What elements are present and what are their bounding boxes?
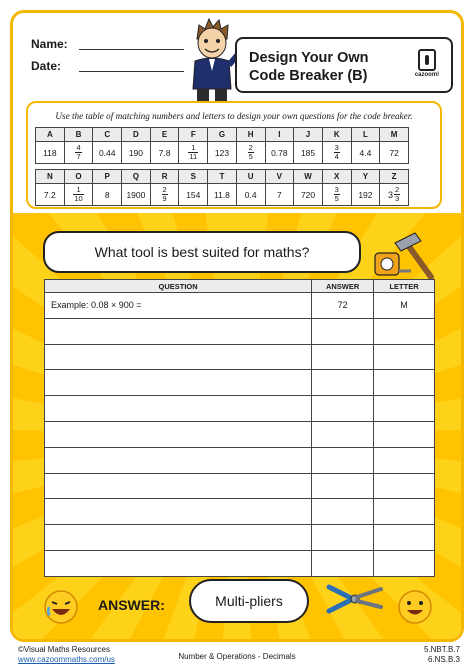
code-value-r [150, 184, 179, 206]
letter-cell[interactable] [374, 421, 435, 447]
code-letter-z: Z [380, 170, 409, 184]
fraction: $\frac{3}{4}$ [334, 143, 339, 161]
code-value-o [64, 184, 93, 206]
title-box [235, 37, 453, 93]
answer-cell[interactable] [312, 396, 374, 422]
code-letter-g: G [208, 128, 237, 142]
fraction: $\frac{1}{11}$ [189, 143, 198, 161]
code-value-y: 192 [351, 184, 380, 206]
code-value-n: 7.2 [36, 184, 65, 206]
question-row [45, 550, 435, 576]
letter-cell[interactable] [374, 396, 435, 422]
letter-cell[interactable] [374, 447, 435, 473]
code-letter-q: Q [122, 170, 151, 184]
code-letter-j: J [294, 128, 323, 142]
laughing-emoji-icon [43, 589, 79, 625]
name-field-row [31, 37, 68, 51]
worksheet-frame [10, 10, 464, 642]
letter-cell[interactable] [374, 525, 435, 551]
fraction: $\frac{3}{5}$ [334, 185, 339, 203]
question-cell[interactable] [45, 499, 312, 525]
answer-cell[interactable] [312, 344, 374, 370]
answer-cell[interactable] [312, 473, 374, 499]
question-row [45, 344, 435, 370]
code-value-i: 0.78 [265, 142, 294, 164]
question-cell[interactable] [45, 473, 312, 499]
name-label: Name: [31, 37, 68, 51]
code-value-h [236, 142, 265, 164]
boy-character-icon [181, 17, 243, 105]
title-line-2: Code Breaker (B) [249, 68, 368, 84]
mixed-whole: 3 [388, 189, 394, 200]
code-value-f [179, 142, 208, 164]
code-value-t: 11.8 [208, 184, 237, 206]
code-value-j: 185 [294, 142, 323, 164]
question-cell[interactable] [45, 550, 312, 576]
code-letter-p: P [93, 170, 122, 184]
code-letter-e: E [150, 128, 179, 142]
answer-cell[interactable] [312, 421, 374, 447]
code-value-g: 123 [208, 142, 237, 164]
code-value-z [380, 184, 409, 206]
question-row [45, 370, 435, 396]
fraction: $\frac{2}{9}$ [162, 185, 167, 203]
logo-text: cazoom! [414, 72, 440, 78]
code-value-m: 72 [380, 142, 409, 164]
code-letter-m: M [380, 128, 409, 142]
question-row [45, 318, 435, 344]
question-row [45, 447, 435, 473]
code-letter-b: B [64, 128, 93, 142]
question-cell[interactable] [45, 318, 312, 344]
code-letter-n: N [36, 170, 65, 184]
answer-cell[interactable] [312, 499, 374, 525]
answer-cell[interactable] [312, 525, 374, 551]
code-value-x [322, 184, 351, 206]
question-cell[interactable] [45, 344, 312, 370]
question-row [45, 473, 435, 499]
name-line[interactable] [79, 49, 184, 50]
fraction: $\frac{2}{5}$ [248, 143, 253, 161]
standard-1: 5.NBT.B.7 [423, 645, 460, 654]
code-value-w: 720 [294, 184, 323, 206]
fraction: $\frac{2}{3}$ [395, 185, 400, 203]
date-label: Date: [31, 59, 62, 73]
letter-cell[interactable] [374, 473, 435, 499]
answer-label: ANSWER: [98, 597, 165, 613]
question-cell[interactable] [45, 370, 312, 396]
question-row [45, 421, 435, 447]
code-value-s: 154 [179, 184, 208, 206]
code-letter-c: C [93, 128, 122, 142]
question-row [45, 499, 435, 525]
letter-cell[interactable] [374, 318, 435, 344]
answer-cell[interactable] [312, 370, 374, 396]
riddle-speech-bubble [43, 231, 361, 273]
question-cell[interactable] [45, 525, 312, 551]
code-value-k [322, 142, 351, 164]
answer-cell[interactable] [312, 447, 374, 473]
answer-cloud [189, 579, 309, 623]
code-letter-v: V [265, 170, 294, 184]
question-cell[interactable] [45, 447, 312, 473]
code-value-l: 4.4 [351, 142, 380, 164]
code-letter-f: F [179, 128, 208, 142]
answer-header: ANSWER [312, 280, 374, 293]
code-letter-k: K [322, 128, 351, 142]
code-letter-x: X [322, 170, 351, 184]
copyright-text: ©Visual Maths Resources [18, 645, 111, 654]
answer-cell[interactable] [312, 550, 374, 576]
cazoom-logo-icon [413, 49, 441, 83]
code-table-row-2 [35, 169, 409, 206]
answer-cell[interactable] [312, 318, 374, 344]
code-letter-r: R [150, 170, 179, 184]
letter-cell[interactable] [374, 370, 435, 396]
code-value-a: 118 [36, 142, 65, 164]
code-letter-t: T [208, 170, 237, 184]
letter-cell[interactable] [374, 499, 435, 525]
date-line[interactable] [79, 71, 184, 72]
code-value-p: 8 [93, 184, 122, 206]
footer-standards [424, 645, 460, 665]
code-value-b [64, 142, 93, 164]
question-table [44, 279, 435, 577]
question-row [45, 396, 435, 422]
code-letter-u: U [236, 170, 265, 184]
code-value-c: 0.44 [93, 142, 122, 164]
footer-topic: Number & Operations - Decimals [178, 652, 296, 661]
question-header: QUESTION [45, 280, 312, 293]
code-letter-w: W [294, 170, 323, 184]
example-letter: M [374, 293, 435, 319]
code-letter-y: Y [351, 170, 380, 184]
pliers-icon [325, 579, 385, 619]
worksheet-title [249, 49, 369, 85]
date-field-row [31, 59, 61, 73]
code-letter-i: I [265, 128, 294, 142]
website-link[interactable]: www.cazoommaths.com/us [18, 655, 115, 664]
fraction: $\frac{1}{10}$ [74, 185, 83, 203]
fraction: $\frac{4}{7}$ [76, 143, 81, 161]
code-value-u: 0.4 [236, 184, 265, 206]
riddle-text: What tool is best suited for maths? [94, 244, 310, 260]
code-value-d: 190 [122, 142, 151, 164]
code-letter-l: L [351, 128, 380, 142]
example-answer: 72 [312, 293, 374, 319]
letter-cell[interactable] [374, 344, 435, 370]
code-table-row-1 [35, 127, 409, 164]
standard-2: 6.NS.B.3 [427, 655, 460, 664]
example-question: Example: 0.08 × 900 = [45, 293, 312, 319]
code-table-panel [26, 101, 442, 209]
letter-header: LETTER [374, 280, 435, 293]
answer-value: Multi-pliers [215, 593, 283, 609]
code-letter-a: A [36, 128, 65, 142]
example-row [45, 293, 435, 319]
code-value-e: 7.8 [150, 142, 179, 164]
code-value-q: 1900 [122, 184, 151, 206]
code-letter-d: D [122, 128, 151, 142]
question-cell[interactable] [45, 421, 312, 447]
code-letter-s: S [179, 170, 208, 184]
code-letter-h: H [236, 128, 265, 142]
code-value-v: 7 [265, 184, 294, 206]
code-letter-o: O [64, 170, 93, 184]
title-line-1: Design Your Own [249, 50, 369, 66]
letter-cell[interactable] [374, 550, 435, 576]
hammer-icon [371, 229, 441, 285]
instruction-text: Use the table of matching numbers and letters to design your own questions for the code breaker. [55, 111, 413, 121]
question-cell[interactable] [45, 396, 312, 422]
smiling-emoji-icon [397, 589, 433, 625]
question-row [45, 525, 435, 551]
